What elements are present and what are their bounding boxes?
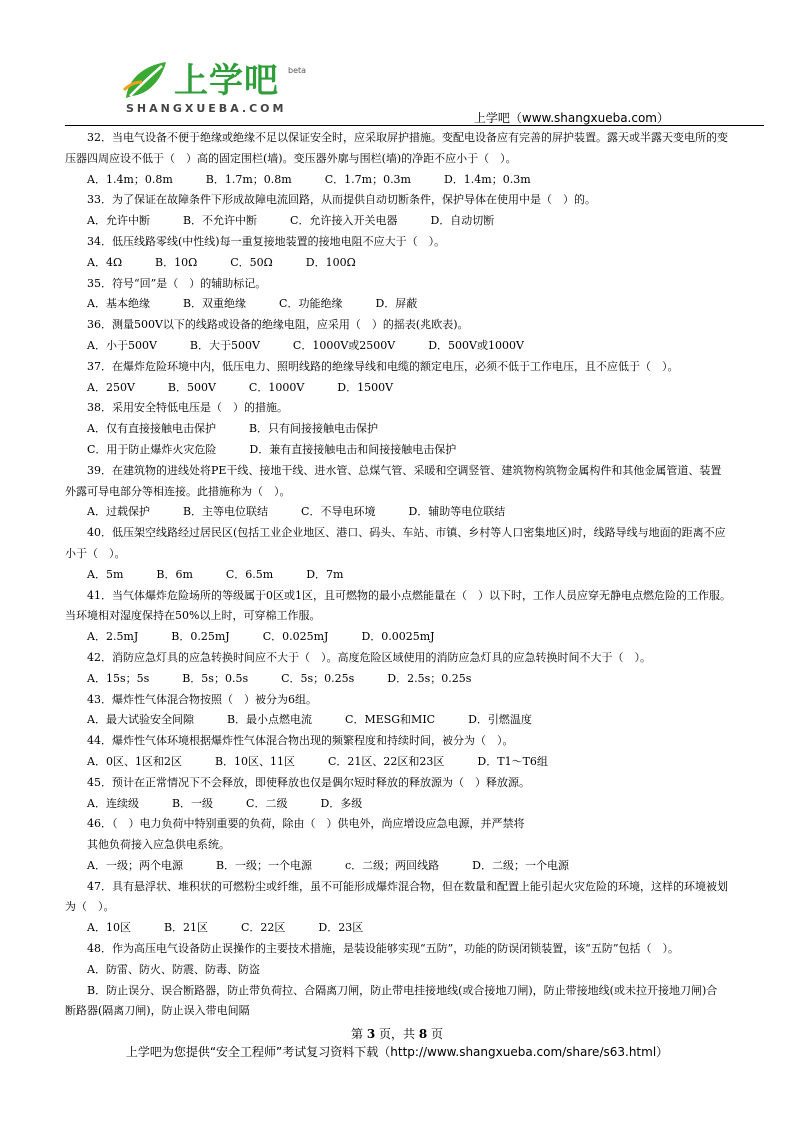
text-line: A．1.4m；0.8m B．1.7m；0.8m C．1.7m；0.3m D．1.4m；0.3m <box>65 172 531 186</box>
text-line: 当环境相对湿度保持在50%以上时，可穿棉工作服。 <box>65 609 321 623</box>
text-line: A．15s；5s B．5s；0.5s C．5s；0.25s D．2.5s；0.25s <box>65 671 472 685</box>
text-line: 40．低压架空线路经过居民区(包括工业企业地区、港口、码头、车站、市镇、乡村等人口密集地区)时，线路导线与地面的距离不应 <box>65 526 726 540</box>
question-body <box>65 128 764 1022</box>
text-line: 42．消防应急灯具的应急转换时间应不大于（ ）。高度危险区域使用的消防应急灯具的应急转换时间不大于（ ）。 <box>65 650 651 664</box>
text-line: 43．爆炸性气体混合物按照（ ）被分为6组。 <box>65 692 317 706</box>
text-line: A．一级；两个电源 B．一级；一个电源 c．二级；两回线路 D．二级；一个电源 <box>65 858 570 872</box>
page-total: 8 <box>418 1027 428 1041</box>
text-line: A．0区、1区和2区 B．10区、11区 C．21区、22区和23区 D．T1～T6组 <box>65 754 548 768</box>
text-line: A．4Ω B．10Ω C．50Ω D．100Ω <box>65 255 356 269</box>
header-divider <box>65 125 764 126</box>
text-line: 46．（ ）电力负荷中特别重要的负荷，除由（ ）供电外，尚应增设应急电源，并严禁将 <box>65 817 525 831</box>
text-line: 37．在爆炸危险环境中内，低压电力、照明线路的绝缘导线和电缆的额定电压，必须不低于工作电压，且不应低于（ ）。 <box>65 359 679 373</box>
text-line: A．小于500V B．大于500V C．1000V或2500V D．500V或1000V <box>65 338 524 352</box>
text-line: 34．低压线路零线(中性线)每一重复接地装置的接地电阻不应大于（ ）。 <box>65 234 446 248</box>
text-line: 44．爆炸性气体环境根据爆炸性气体混合物出现的频繁程度和持续时间，被分为（ ）。 <box>65 734 514 748</box>
text-line: 47．具有悬浮状、堆积状的可燃粉尘或纤维，虽不可能形成爆炸混合物，但在数量和配置上能引起火灾危险的环境，这样的环境被划 <box>65 879 728 893</box>
text-line: A．最大试验安全间隙 B．最小点燃电流 C．MESG和MIC D．引燃温度 <box>65 713 532 727</box>
logo-domain: SHANGXUEBA.COM <box>126 102 287 115</box>
text-line: A．允许中断 B．不允许中断 C．允许接入开关电器 D．自动切断 <box>65 214 495 228</box>
text-line: 小于（ ）。 <box>65 546 126 560</box>
text-line: A．仅有直接接触电击保护 B．只有间接接触电击保护 <box>65 422 379 436</box>
text-line: 38．采用安全特低电压是（ ）的措施。 <box>65 401 288 415</box>
text-line: 36．测量500V以下的线路或设备的绝缘电阻，应采用（ ）的摇表(兆欧表)。 <box>65 318 469 332</box>
text-line: 32．当电气设备不便于绝缘或绝缘不足以保证安全时，应采取屏护措施。变配电设备应有完善的屏护装置。露天或半露天变电所的变 <box>65 131 728 144</box>
text-line: 断路器(隔离刀闸)，防止误入带电间隔 <box>65 1004 250 1018</box>
beta-badge: beta <box>288 66 307 75</box>
text-line: B．防止误分、误合断路器，防止带负荷拉、合隔离刀闸，防止带电挂接地线(或合接地刀闸)，防止带接地线(或未拉开接地刀闸)合 <box>65 983 718 997</box>
leaf-logo-icon <box>122 60 170 100</box>
text-line: 其他负荷接入应急供电系统。 <box>65 838 230 852</box>
text-line: C．用于防止爆炸火灾危险 D．兼有直接接触电击和间接接触电击保护 <box>65 442 457 456</box>
header-site-link[interactable]: 上学吧（www.shangxueba.com） <box>473 111 669 125</box>
text-line: 外露可导电部分等相连接。此措施称为（ ）。 <box>65 484 291 498</box>
text-line: A．防雷、防火、防震、防毒、防盗 <box>65 962 260 976</box>
text-line: 33．为了保证在故障条件下形成故障电流回路，从而提供自动切断条件，保护导体在使用中是（ ）的。 <box>65 193 596 207</box>
text-line: 39．在建筑物的进线处将PE干线、接地干线、进水管、总煤气管、采暖和空调竖管、建筑物构筑物金属构件和其他金属管道、装置 <box>65 463 722 477</box>
text-line: 45．预计在正常情况下不会释放，即使释放也仅是偶尔短时释放的释放源为（ ）释放源。 <box>65 775 530 789</box>
text-line: 压器四周应设不低于（ ）高的固定围栏(墙)。变压器外廓与围栏(墙)的净距不应小于（ ）。 <box>65 151 517 165</box>
text-line: A．过载保护 B．主等电位联结 C．不导电环境 D．辅助等电位联结 <box>65 505 506 519</box>
footer-download-note[interactable]: 上学吧为您提供“安全工程师”考试复习资料下载（http://www.shangxueba.com/share/s63.html） <box>125 1045 669 1059</box>
text-line: 为（ ）。 <box>65 900 115 914</box>
text-line: A．连续级 B．一级 C．二级 D．多级 <box>65 796 363 810</box>
text-line: A．5m B．6m C．6.5m D．7m <box>65 567 344 581</box>
page-prefix: 第 <box>350 1027 367 1041</box>
text-line: 48．作为高压电气设备防止误操作的主要技术措施，是装设能够实现“五防”，功能的防误闭锁装置，该“五防”包括（ ）。 <box>65 942 679 956</box>
page-number <box>0 1025 794 1042</box>
text-line: A．基本绝缘 B．双重绝缘 C．功能绝缘 D．屏蔽 <box>65 297 418 311</box>
text-line: 35．符号“回”是（ ）的辅助标记。 <box>65 276 267 290</box>
text-line: A．250V B．500V C．1000V D．1500V <box>65 380 394 394</box>
page-suffix: 页 <box>427 1027 443 1041</box>
logo-text: 上学吧 <box>174 61 279 101</box>
page-current: 3 <box>366 1027 376 1041</box>
text-line: 41．当气体爆炸危险场所的等级属于0区或1区，且可燃物的最小点燃能量在（ ）以下时，工作人员应穿无静电点燃危险的工作服。 <box>65 588 731 602</box>
text-line: A．10区 B．21区 C．22区 D．23区 <box>65 921 364 935</box>
text-line: A．2.5mJ B．0.25mJ C．0.025mJ D．0.0025mJ <box>65 630 435 644</box>
site-logo[interactable] <box>122 58 322 120</box>
page-mid: 页，共 <box>375 1027 419 1041</box>
